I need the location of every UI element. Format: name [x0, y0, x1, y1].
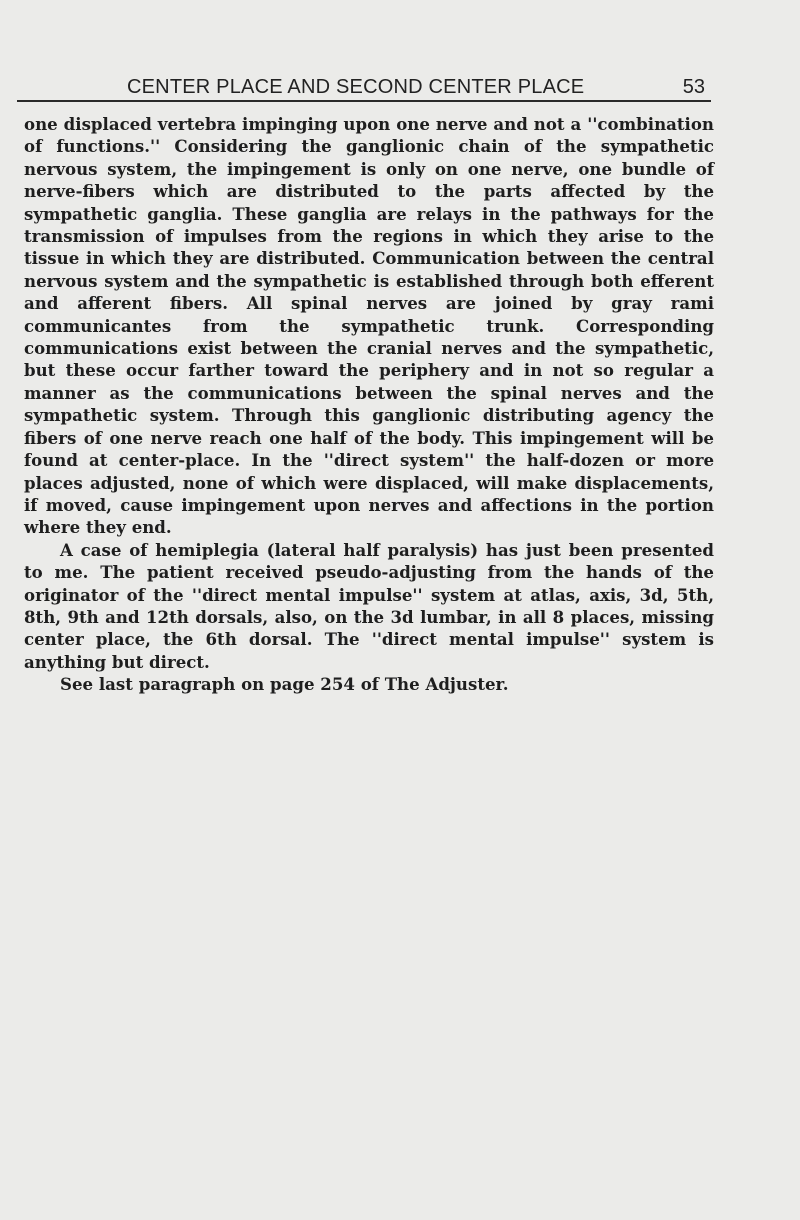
paragraph-continued: one displaced vertebra impinging upon one nerve and not a ''combination of functions.'' Considering the ganglionic chain of the sympathetic nervous system, the impingement is only on one nerve, one bundle of nerve-fibers which are distributed to the parts affected by the sympathetic ganglia. These ganglia are relays in the pathways for the transmission of impulses from the regions in which they arise to the tissue in which they are distributed. Communication between the central nervous system and the sympathetic is established through both efferent and afferent fibers. All spinal nerves are joined by gray rami communicantes from the sympathetic trunk. Corresponding communications exist between the cranial nerves and the sympathetic, but these occur farther toward the periphery and in not so regular a manner as the communications between the spinal nerves and the sympathetic system. Through this ganglionic distributing agency the fibers of one nerve reach one half of the body. This impingement will be found at center-place. In the ''direct system'' the half-dozen or more places adjusted, none of which were displaced, will make displacements, if moved, cause impingement upon nerves and affections in the portion where they end.	[24, 114, 714, 538]
paragraph-reference: See last paragraph on page 254 of The Adjuster.	[60, 674, 509, 695]
running-head	[17, 74, 711, 102]
paragraph-hemiplegia-case: A case of hemiplegia (lateral half paralysis) has just been presented to me. The patient received pseudo-adjusting from the hands of the originator of the ''direct mental impulse'' system at atlas, axis, 3d, 5th, 8th, 9th and 12th dorsals, also, on the 3d lumbar, in all 8 places, missing center place, the 6th dorsal. The ''direct mental impulse'' system is anything but direct.	[24, 539, 714, 672]
page-number: 53	[682, 76, 705, 98]
chapter-title: CENTER PLACE AND SECOND CENTER PLACE	[127, 76, 585, 98]
body-text	[24, 113, 714, 696]
